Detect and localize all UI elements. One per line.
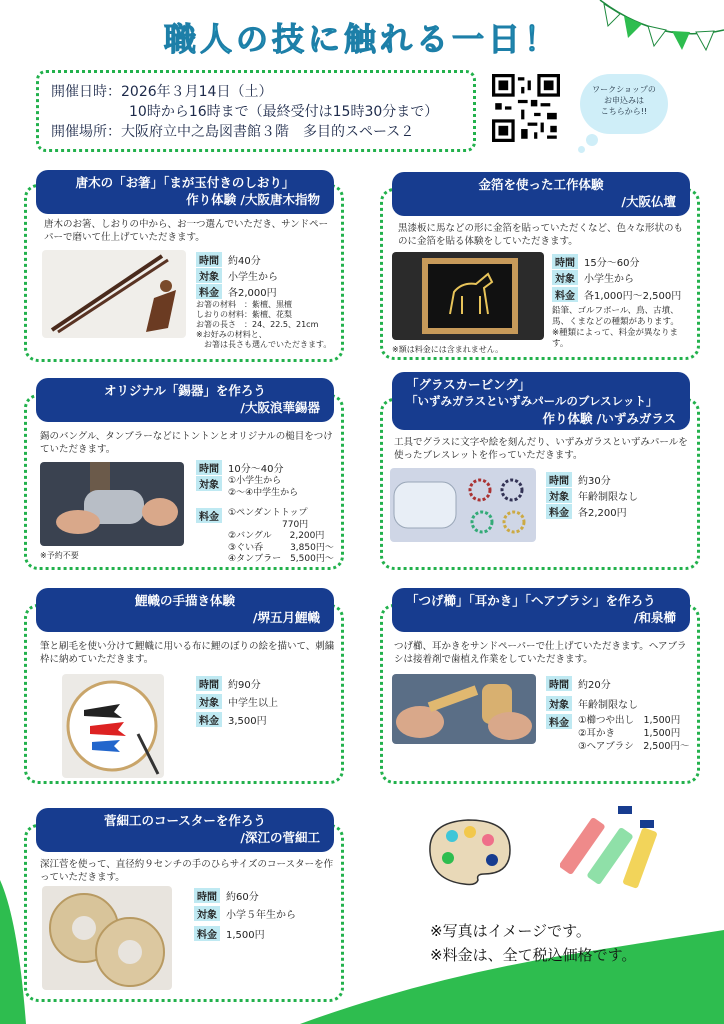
price-row: 料金 ①ペンダントトップ 770円 ②バングル 2,200円 ③ぐい呑 3,850円～ ④タンブラー 5,500円～ [196,508,334,566]
time-row: 時間 約30分 [546,472,611,487]
page-title: 職人の技に触れる一日！ [163,20,560,58]
workshop-header: 唐木の「お箸」「まが玉付きのしおり」 作り体験 /大阪唐木指物 [36,170,334,214]
suge-coaster-photo [42,886,172,990]
qr-caption-bubble [580,74,668,134]
workshop-description: 深江菅を使って、直径約９センチの手のひらサイズのコースターを作っていただきます。 [40,859,334,883]
target-row: 対象 年齢制限なし [546,696,638,711]
workshop-description: 唐木のお箸、しおりの中から、お一つ選んでいただき、サンドペーパーで磨いて仕上げていただきます。 [44,219,329,243]
workshop-header: 鯉幟の手描き体験 /堺五月鯉幟 [36,588,334,632]
workshop-header: 「つげ櫛」「耳かき」「ヘアブラシ」を作ろう /和泉櫛 [392,588,690,632]
event-venue: 開催場所：大阪府立中之島図書館３階 多目的スペース２ [51,124,415,140]
tax-note: ※料金は、全て税込価格です。 [430,946,637,964]
koinobori-photo [62,674,164,778]
time-row: 時間 約40分 [196,252,261,267]
no-reservation-note: ※予約不要 [40,551,79,560]
paint-palette-illustration [424,814,516,886]
workshop-description: 工具でグラスに文字や絵を刻んだり、いずみガラスといずみパールを使ったブレスレットを作っていただきます。 [394,437,688,461]
price-row: 料金 各2,200円 [546,504,627,519]
workshop-header: 「グラスカービング」 「いずみガラスといずみパールのブレスレット」 作り体験 /いずみガラス [392,372,690,430]
bubble-dot [578,146,585,153]
bubble-dot [586,134,598,146]
workshop-header: 金箔を使った工作体験 /大阪仏壇 [392,172,690,216]
price-row: 料金 各2,000円 [196,284,277,299]
workshop-header: オリジナル「錫器」を作ろう /大阪浪華錫器 [36,378,334,422]
target-row: 対象 小学生から [196,268,278,283]
glass-bracelet-photo [390,468,536,542]
variety-notes: 鉛筆、ゴルフボール、鳥、古墳、 馬、くまなどの種類があります。 ※種類によって、料金が異なりま す。 [552,306,679,349]
time-row: 時間 約60分 [194,888,259,903]
frame-note: ※額は料金には含まれません。 [392,345,504,354]
chopsticks-photo [42,250,186,338]
comb-making-photo [392,674,536,744]
workshop-description: 錫のバングル、タンブラーなどにトントンとオリジナルの槌目をつけていただきます。 [40,431,333,455]
price-row: 料金 ①櫛つや出し 1,500円 ②耳かき 1,500円 ③ヘアブラシ 2,500円～ [546,714,689,753]
time-row: 時間 15分～60分 [552,254,639,269]
workshop-description: 筆と刷毛を使い分けて鯉幟に用いる布に鯉のぼりの絵を描いて、刺繍枠に納めていただきます。 [40,641,335,665]
event-info-box [36,70,476,152]
gold-leaf-horse-photo [392,252,544,340]
pewter-hammering-photo [40,462,184,546]
material-notes: お箸の材料 ：紫檀、黒檀 しおりの材料：紫檀、花梨 お箸の長さ ：24、22.5、21cm ※お好みの材料と、 お箸は長さも選んでいただきます。 [196,300,332,349]
event-date: 開催日時：2026年３月14日（土） [51,84,273,100]
price-row: 料金 各1,000円～2,500円 [552,287,681,302]
price-row: 料金 3,500円 [196,712,267,727]
target-row: 対象 小学生から [552,270,634,285]
qr-code[interactable] [492,74,560,142]
workshop-description: つげ櫛、耳かきをサンドペーパーで仕上げていただきます。ヘアブラシは接着剤で歯植え作業をしていただきます。 [394,641,687,665]
event-time: 10時から16時まで（最終受付は15時30分まで） [129,104,439,120]
paint-tubes-illustration [560,806,670,898]
time-row: 時間 約20分 [546,676,611,691]
target-row: 対象 小学５年生から [194,906,296,921]
target-row: 対象 年齢制限なし [546,488,638,503]
time-row: 時間 10分～40分 [196,460,283,475]
price-row: 料金 1,500円 [194,926,265,941]
photo-note: ※写真はイメージです。 [430,922,591,940]
workshop-description: 黒漆板に馬などの形に金箔を貼っていただくなど、色々な形状のものに金箔を貼る体験をしていただきます。 [398,223,684,247]
workshop-header: 菅細工のコースターを作ろう /深江の菅細工 [36,808,334,852]
target-row: 対象 ①小学生から ②～④中学生から [196,476,298,499]
qr-caption: ワークショップの お申込みは こちらから!! [592,85,656,116]
time-row: 時間 約90分 [196,676,261,691]
target-row: 対象 中学生以上 [196,694,278,709]
